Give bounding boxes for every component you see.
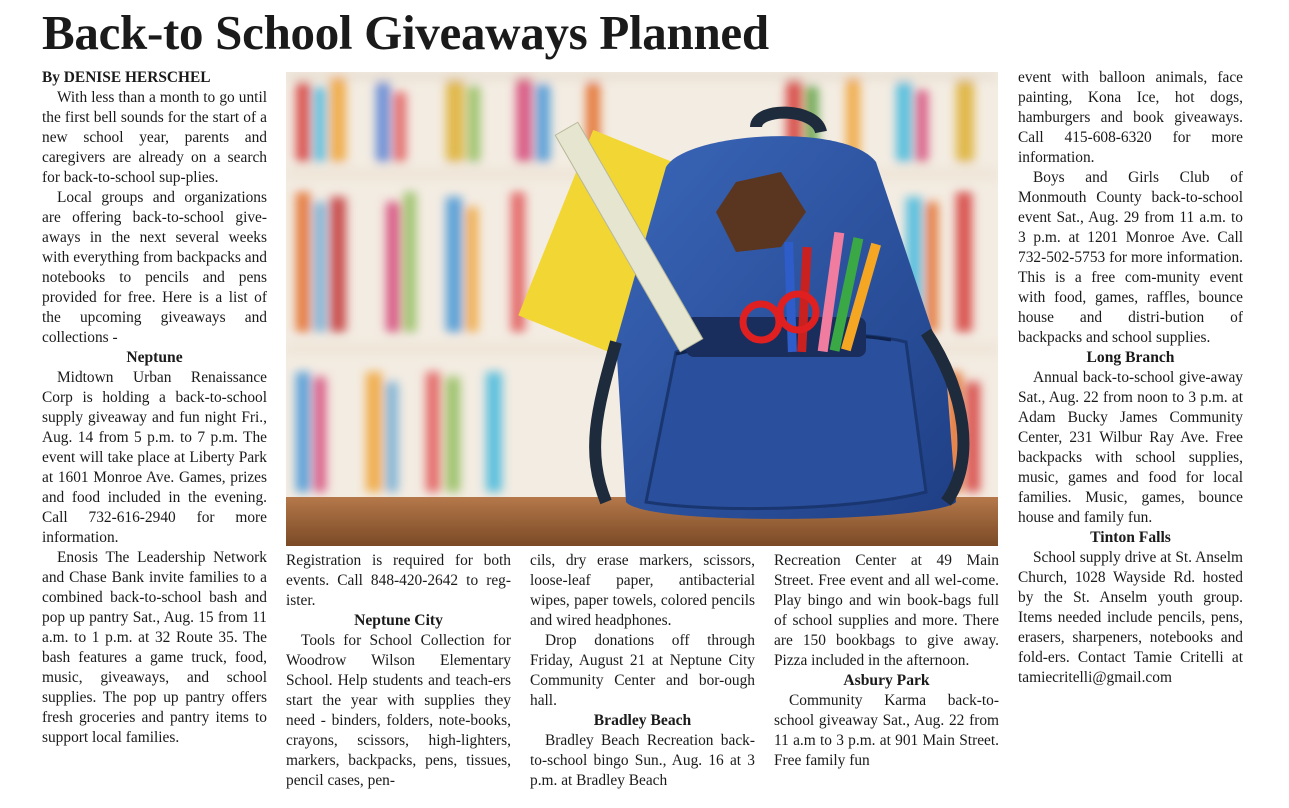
paragraph: Tools for School Collection for Woodrow Wilson Elementary School. Help students and teach-ers start the year with supplies they need - binders, folders, note-books, crayons, scissors, high-lighters, markers, backpacks, pens, tissues, pencil cases, pen-: [286, 632, 511, 789]
byline: By DENISE HERSCHEL: [42, 69, 211, 86]
paragraph: School supply drive at St. Anselm Church, 1028 Wayside Rd. hosted by the St. Anselm youth group. Items needed include pencils, pens, erasers, sharpeners, notebooks and fold-ers. Contact Tamie Critelli at tamiecritelli@gmail.com: [1018, 549, 1243, 686]
article-column-1: [42, 68, 267, 748]
paragraph: Annual back-to-school give-away Sat., Aug. 22 from noon to 3 p.m. at Adam Bucky James Community Center, 231 Wilbur Ray Ave. Free backpacks with school supplies, music, games and food for local families. Music, games, bounce house and family fun.: [1018, 369, 1243, 526]
paragraph: Midtown Urban Renaissance Corp is holding a back-to-school supply giveaway and fun night Fri., Aug. 14 from 5 p.m. to 7 p.m. The event will take place at Liberty Park at 1601 Monroe Ave. Games, prizes and food included in the evening. Call 732-616-2940 for more information.: [42, 369, 267, 546]
section-heading-long-branch: Long Branch: [1086, 349, 1175, 366]
paragraph: Drop donations off through Friday, August 21 at Neptune City Community Center and bor-ough hall.: [530, 632, 755, 709]
section-heading-asbury-park: Asbury Park: [843, 672, 930, 689]
article-column-2: [286, 551, 511, 791]
paragraph: With less than a month to go until the first bell sounds for the start of a new school year, parents and caregivers are already on a search for back-to-school sup-plies.: [42, 89, 267, 186]
section-heading-neptune: Neptune: [126, 349, 183, 366]
article-column-4: [774, 551, 999, 771]
article-column-3: [530, 551, 755, 791]
article-column-5: [1018, 68, 1243, 688]
backpack-photo: [286, 72, 998, 546]
section-heading-bradley-beach: Bradley Beach: [593, 712, 692, 729]
paragraph: Community Karma back-to-school giveaway Sat., Aug. 22 from 11 a.m to 3 p.m. at 901 Main Street. Free family fun: [774, 692, 999, 769]
paragraph: Enosis The Leadership Network and Chase Bank invite families to a combined back-to-school bash and pop up pantry Sat., Aug. 15 from 11 a.m. to 1 p.m. at 32 Route 35. The bash features a game truck, food, music, giveaways, and school supplies. The pop up pantry offers fresh groceries and pantry items to support local families.: [42, 549, 267, 746]
paragraph: Local groups and organizations are offering back-to-school give-aways in the next several weeks with everything from backpacks and notebooks to pencils and pens provided for free. Here is a list of the upcoming giveaways and collections -: [42, 189, 267, 346]
section-heading-neptune-city: Neptune City: [354, 612, 443, 629]
paragraph: Bradley Beach Recreation back-to-school bingo Sun., Aug. 16 at 3 p.m. at Bradley Beach: [530, 732, 755, 789]
paragraph: event with balloon animals, face painting, Kona Ice, hot dogs, hamburgers and book giveaways. Call 415-608-6320 for more information.: [1018, 69, 1243, 166]
section-heading-tinton-falls: Tinton Falls: [1090, 529, 1171, 546]
paragraph: Registration is required for both events. Call 848-420-2642 to reg-ister.: [286, 552, 511, 609]
headline: Back-to School Giveaways Planned: [42, 5, 769, 60]
backpack-photo-illustration: [286, 72, 998, 546]
paragraph: Boys and Girls Club of Monmouth County back-to-school event Sat., Aug. 29 from 11 a.m. to 3 p.m. at 1201 Monroe Ave. Call 732-502-5753 for more information. This is a free com-munity event with food, games, raffles, bounce house and distri-bution of backpacks and school supplies.: [1018, 169, 1243, 346]
paragraph: Recreation Center at 49 Main Street. Free event and all wel-come. Play bingo and win book-bags full of school supplies and more. There are 150 bookbags to give away. Pizza included in the afternoon.: [774, 552, 999, 669]
paragraph: cils, dry erase markers, scissors, loose-leaf paper, antibacterial wipes, paper towels, colored pencils and wired headphones.: [530, 552, 755, 629]
